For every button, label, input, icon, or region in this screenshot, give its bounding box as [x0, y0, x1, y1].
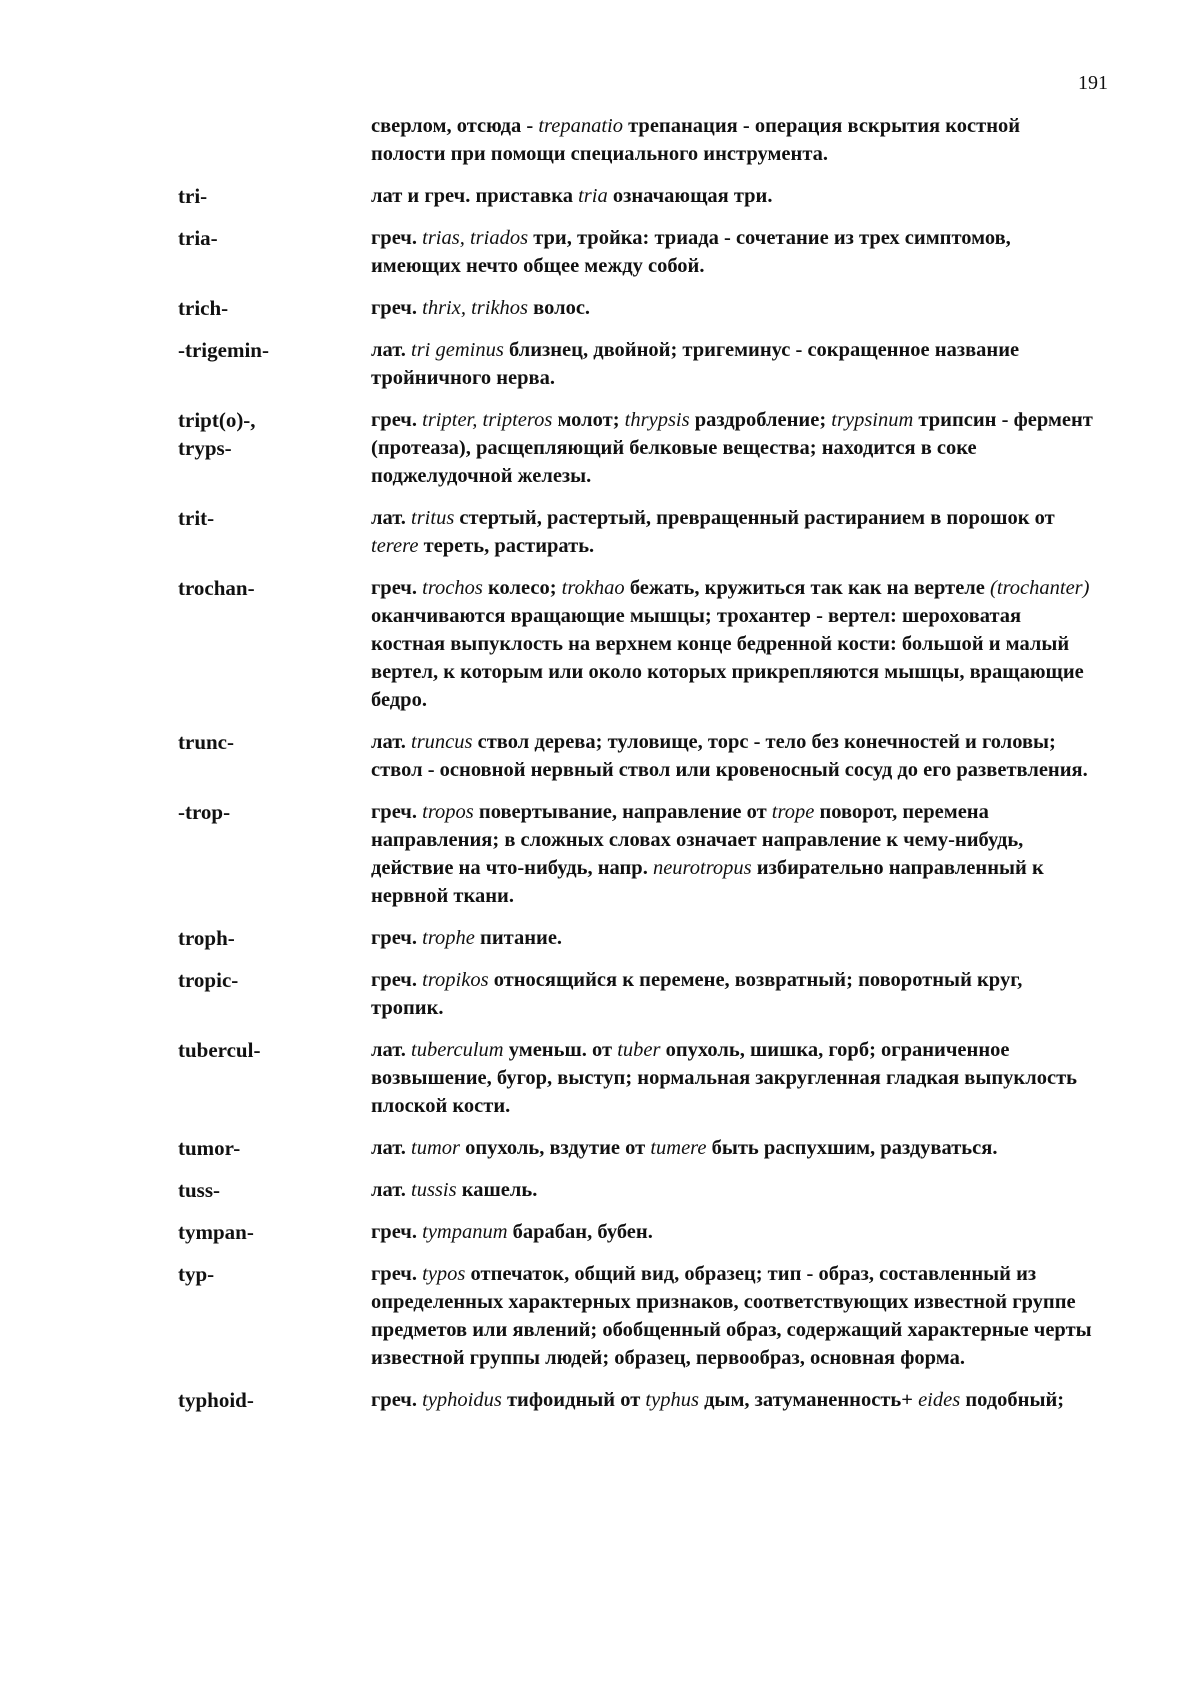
glossary-entry: [0, 728, 1189, 784]
entry-definition: [371, 1176, 1096, 1204]
entry-definition: [371, 294, 1096, 322]
definition-text: греч.: [371, 927, 423, 949]
definition-text: опухоль, вздутие от: [459, 1137, 651, 1159]
definition-text: тереть, растирать.: [418, 535, 595, 557]
definition-text: лат.: [371, 1179, 411, 1201]
definition-text: лат.: [371, 1039, 411, 1061]
entry-definition: [371, 336, 1096, 392]
entry-term: trochan-: [178, 576, 255, 600]
definition-text: отпечаток, общий вид, образец; тип - образ, составленный из определенных характерных признаков, соответствующих известной группе предметов или явлений; обобщенный образ, содержащий характерные черты известной группы людей; образец, первообраз, основная форма.: [371, 1263, 1092, 1369]
glossary-entry: [0, 294, 1189, 322]
entry-definition: [371, 728, 1096, 784]
definition-text: греч.: [371, 1263, 423, 1285]
entry-definition: [371, 112, 1096, 168]
definition-text: ствол дерева; туловище, торс - тело без конечностей и головы; ствол - основной нервный ствол или кровеносный сосуд до его разветвления.: [371, 731, 1088, 781]
definition-text: подобный;: [960, 1389, 1065, 1411]
glossary-entry: [0, 1176, 1189, 1204]
definition-text: трепанация - операция вскрытия костной полости при помощи специального инструмента.: [371, 115, 1021, 165]
definition-text: греч.: [371, 801, 423, 823]
definition-latin-term: tri geminus: [411, 339, 504, 361]
definition-text: раздробление;: [689, 409, 832, 431]
glossary-entry: [0, 406, 1189, 490]
entry-term: tript(o)-, tryps-: [178, 408, 256, 460]
entry-definition: [371, 182, 1096, 210]
definition-latin-term: tympanum: [422, 1221, 508, 1243]
definition-text: дым, затуманенность+: [698, 1389, 919, 1411]
entry-definition: [371, 924, 1096, 952]
entry-definition: [371, 504, 1096, 560]
definition-text: бежать, кружиться так как на вертеле: [624, 577, 991, 599]
glossary-entry: [0, 336, 1189, 392]
definition-latin-term: trophe: [422, 927, 475, 949]
definition-text: опухоль, шишка, горб; ограниченное возвышение, бугор, выступ; нормальная закругленная гладкая выпуклость плоской кости.: [371, 1039, 1078, 1117]
definition-latin-term: neurotropus: [652, 857, 752, 879]
definition-text: греч.: [371, 1389, 423, 1411]
entry-definition: [371, 798, 1096, 910]
definition-text: оканчиваются вращающие мышцы; трохантер - вертел: шероховатая костная выпуклость на верхнем конце бедренной кости: большой и малый вертел, к которым или около которых прикрепляются мышцы, вращающие бедро.: [371, 605, 1084, 711]
definition-latin-term: terere: [371, 535, 419, 557]
definition-text: стертый, растертый, превращенный растиранием в порошок от: [454, 507, 1055, 529]
glossary-entry: [0, 574, 1189, 714]
entry-term: tuss-: [178, 1178, 221, 1202]
definition-text: волос.: [528, 297, 591, 319]
definition-latin-term: tria: [578, 185, 608, 207]
glossary-entry: [0, 1386, 1189, 1414]
definition-latin-term: tumor: [411, 1137, 460, 1159]
entry-term: trich-: [178, 296, 229, 320]
definition-latin-term: tuberculum: [411, 1039, 504, 1061]
entry-definition: [371, 1036, 1096, 1120]
entry-definition: [371, 574, 1096, 714]
entry-term: tropic-: [178, 968, 239, 992]
definition-latin-term: thrix, trikhos: [422, 297, 529, 319]
entry-term: trit-: [178, 506, 215, 530]
definition-text: сверлом, отсюда -: [371, 115, 539, 137]
entry-definition: [371, 224, 1096, 280]
definition-text: греч.: [371, 969, 423, 991]
entry-term: -trigemin-: [178, 338, 269, 362]
page-number: 191: [1078, 72, 1108, 94]
definition-text: лат.: [371, 731, 411, 753]
entry-term: tri-: [178, 184, 208, 208]
definition-latin-term: trope: [771, 801, 815, 823]
glossary-entry: [0, 966, 1189, 1022]
definition-text: относящийся к перемене, возвратный; поворотный круг, тропик.: [371, 969, 1023, 1019]
glossary-entry: [0, 182, 1189, 210]
entry-definition: [371, 1218, 1096, 1246]
definition-latin-term: tumere: [650, 1137, 707, 1159]
entry-term: trunc-: [178, 730, 234, 754]
glossary-entry: [0, 1134, 1189, 1162]
entry-term: typ-: [178, 1262, 215, 1286]
definition-text: греч.: [371, 409, 423, 431]
definition-latin-term: trepanatio: [538, 115, 623, 137]
definition-latin-term: truncus: [411, 731, 473, 753]
definition-latin-term: tropikos: [422, 969, 489, 991]
definition-text: избирательно направленный к нервной ткани.: [371, 857, 1044, 907]
glossary-entry: [0, 798, 1189, 910]
glossary-entry: [0, 112, 1189, 168]
entry-term: tria-: [178, 226, 218, 250]
definition-latin-term: thrypsis: [624, 409, 690, 431]
glossary-entry: [0, 1260, 1189, 1372]
glossary-entry: [0, 1218, 1189, 1246]
definition-latin-term: eides: [918, 1389, 961, 1411]
definition-latin-term: tripter, tripteros: [422, 409, 553, 431]
definition-text: лат.: [371, 507, 411, 529]
entry-definition: [371, 406, 1096, 490]
definition-latin-term: trochos: [422, 577, 483, 599]
definition-latin-term: trypsinum: [831, 409, 914, 431]
definition-latin-term: typhoidus: [422, 1389, 502, 1411]
glossary-entry: [0, 1036, 1189, 1120]
definition-text: лат.: [371, 339, 411, 361]
definition-text: близнец, двойной; тригеминус - сокращенное название тройничного нерва.: [371, 339, 1020, 389]
definition-text: означающая три.: [607, 185, 773, 207]
glossary-entry: [0, 224, 1189, 280]
definition-latin-term: tropos: [422, 801, 474, 823]
definition-text: кашель.: [456, 1179, 538, 1201]
definition-text: греч.: [371, 227, 423, 249]
definition-text: греч.: [371, 297, 423, 319]
definition-latin-term: typhus: [645, 1389, 699, 1411]
entry-term: -trop-: [178, 800, 231, 824]
entry-term: tympan-: [178, 1220, 254, 1244]
definition-latin-term: trokhao: [561, 577, 625, 599]
definition-text: трипсин - фермент (протеаза), расщепляющий белковые вещества; находится в соке поджелудочной железы.: [371, 409, 1093, 487]
definition-latin-term: typos: [422, 1263, 466, 1285]
entry-term: tubercul-: [178, 1038, 261, 1062]
definition-latin-term: tussis: [411, 1179, 457, 1201]
entry-term: tumor-: [178, 1136, 241, 1160]
definition-text: тифоидный от: [501, 1389, 646, 1411]
definition-text: поворот, перемена направления; в сложных словах означает направление к чему-нибудь, действие на что-нибудь, напр.: [371, 801, 1024, 879]
definition-latin-term: tuber: [617, 1039, 661, 1061]
definition-text: греч.: [371, 577, 423, 599]
definition-text: три, тройка: триада - сочетание из трех симптомов, имеющих нечто общее между собой.: [371, 227, 1011, 277]
definition-text: быть распухшим, раздуваться.: [706, 1137, 998, 1159]
entry-term: typhoid-: [178, 1388, 254, 1412]
glossary-entry: [0, 504, 1189, 560]
definition-text: барабан, бубен.: [507, 1221, 653, 1243]
definition-text: лат.: [371, 1137, 411, 1159]
definition-latin-term: trias, triados: [422, 227, 529, 249]
entry-definition: [371, 1260, 1096, 1372]
glossary-entry: [0, 924, 1189, 952]
glossary-entries: [0, 112, 1189, 1428]
entry-term: troph-: [178, 926, 235, 950]
definition-text: молот;: [552, 409, 625, 431]
entry-definition: [371, 1134, 1096, 1162]
definition-text: повертывание, направление от: [473, 801, 772, 823]
entry-definition: [371, 966, 1096, 1022]
definition-latin-term: tritus: [411, 507, 455, 529]
definition-text: уменьш. от: [503, 1039, 618, 1061]
definition-text: греч.: [371, 1221, 423, 1243]
definition-text: питание.: [474, 927, 563, 949]
definition-text: колесо;: [482, 577, 562, 599]
definition-text: лат и греч. приставка: [371, 185, 579, 207]
definition-latin-term: (trochanter): [990, 577, 1090, 599]
entry-definition: [371, 1386, 1096, 1414]
